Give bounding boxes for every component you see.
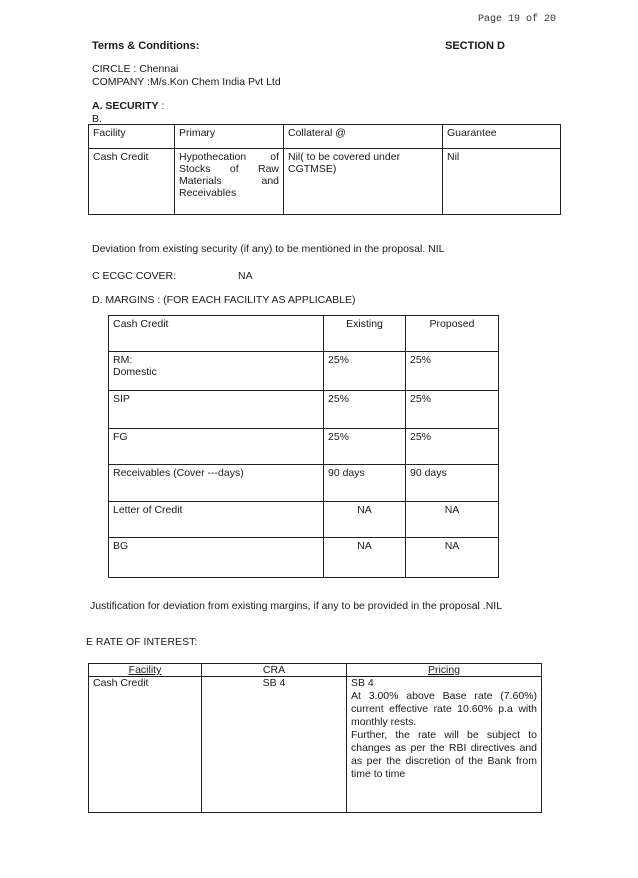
interest-table (88, 663, 542, 813)
security-heading (92, 100, 164, 112)
circle-line: CIRCLE : Chennai (92, 63, 179, 75)
margins-proposed: 90 days (406, 465, 499, 502)
margins-label: D. MARGINS : (FOR EACH FACILITY AS APPLICABLE) (92, 294, 356, 306)
margins-proposed: NA (406, 538, 499, 578)
pricing-title: SB 4 (351, 677, 374, 689)
pricing-text: At 3.00% above Base rate (7.60%) current effective rate 10.60% p.a with monthly rests. (351, 690, 537, 728)
margins-proposed: 25% (406, 391, 499, 429)
interest-pricing (347, 677, 542, 813)
margins-item-sub: Domestic (113, 366, 157, 378)
margins-proposed: 25% (406, 352, 499, 391)
margins-existing: NA (324, 502, 406, 538)
interest-header-cra: CRA (202, 664, 347, 677)
interest-row (89, 677, 542, 813)
margins-existing: 25% (324, 391, 406, 429)
security-sub-b: B. (92, 113, 102, 125)
margins-header-row (109, 316, 499, 352)
margins-header-proposed: Proposed (406, 316, 499, 352)
margins-existing: 25% (324, 429, 406, 465)
margins-item: FG (109, 429, 324, 465)
margins-existing: 90 days (324, 465, 406, 502)
security-table (88, 124, 561, 215)
section-label: SECTION D (445, 40, 505, 52)
security-facility: Cash Credit (89, 149, 175, 215)
margins-proposed: 25% (406, 429, 499, 465)
page-number: Page 19 of 20 (478, 14, 557, 25)
margins-item-label: RM: (113, 354, 133, 366)
header-guarantee: Guarantee (443, 125, 561, 149)
deviation-security: Deviation from existing security (if any) to be mentioned in the proposal. NIL (92, 243, 445, 255)
interest-cra: SB 4 (202, 677, 347, 813)
margins-item: BG (109, 538, 324, 578)
interest-header-pricing: Pricing (347, 664, 542, 677)
ecgc-value: NA (238, 270, 253, 282)
security-header-row (89, 125, 561, 149)
header-primary: Primary (175, 125, 284, 149)
security-primary: Hypothecation of Stocks of Raw Materials and Receivables (175, 149, 284, 215)
margins-row (109, 538, 499, 578)
security-collateral: Nil( to be covered under CGTMSE) (284, 149, 443, 215)
interest-header-facility: Facility (89, 664, 202, 677)
header-collateral: Collateral @ (284, 125, 443, 149)
justification-line: Justification for deviation from existing margins, if any to be provided in the proposal .NIL (90, 600, 503, 612)
header-facility: Facility (89, 125, 175, 149)
security-label: A. SECURITY (92, 100, 159, 112)
margins-header-item: Cash Credit (109, 316, 324, 352)
margins-existing: 25% (324, 352, 406, 391)
security-colon: : (161, 100, 165, 112)
interest-label: E RATE OF INTEREST: (86, 636, 198, 648)
interest-facility: Cash Credit (89, 677, 202, 813)
margins-proposed: NA (406, 502, 499, 538)
margins-row (109, 352, 499, 391)
margins-row (109, 502, 499, 538)
interest-header-row (89, 664, 542, 677)
margins-item (109, 352, 324, 391)
security-guarantee: Nil (443, 149, 561, 215)
pricing-text-2: Further, the rate will be subject to changes as per the RBI directives and as per the discretion of the Bank from time to time (351, 729, 537, 780)
margins-table (108, 315, 499, 578)
margins-row (109, 429, 499, 465)
margins-item: Letter of Credit (109, 502, 324, 538)
margins-existing: NA (324, 538, 406, 578)
terms-heading: Terms & Conditions: (92, 40, 200, 52)
margins-header-existing: Existing (324, 316, 406, 352)
company-line: COMPANY :M/s.Kon Chem India Pvt Ltd (92, 76, 281, 88)
margins-item: Receivables (Cover ---days) (109, 465, 324, 502)
security-row (89, 149, 561, 215)
ecgc-label: C ECGC COVER: (92, 270, 177, 282)
margins-row (109, 391, 499, 429)
margins-row (109, 465, 499, 502)
margins-item: SIP (109, 391, 324, 429)
